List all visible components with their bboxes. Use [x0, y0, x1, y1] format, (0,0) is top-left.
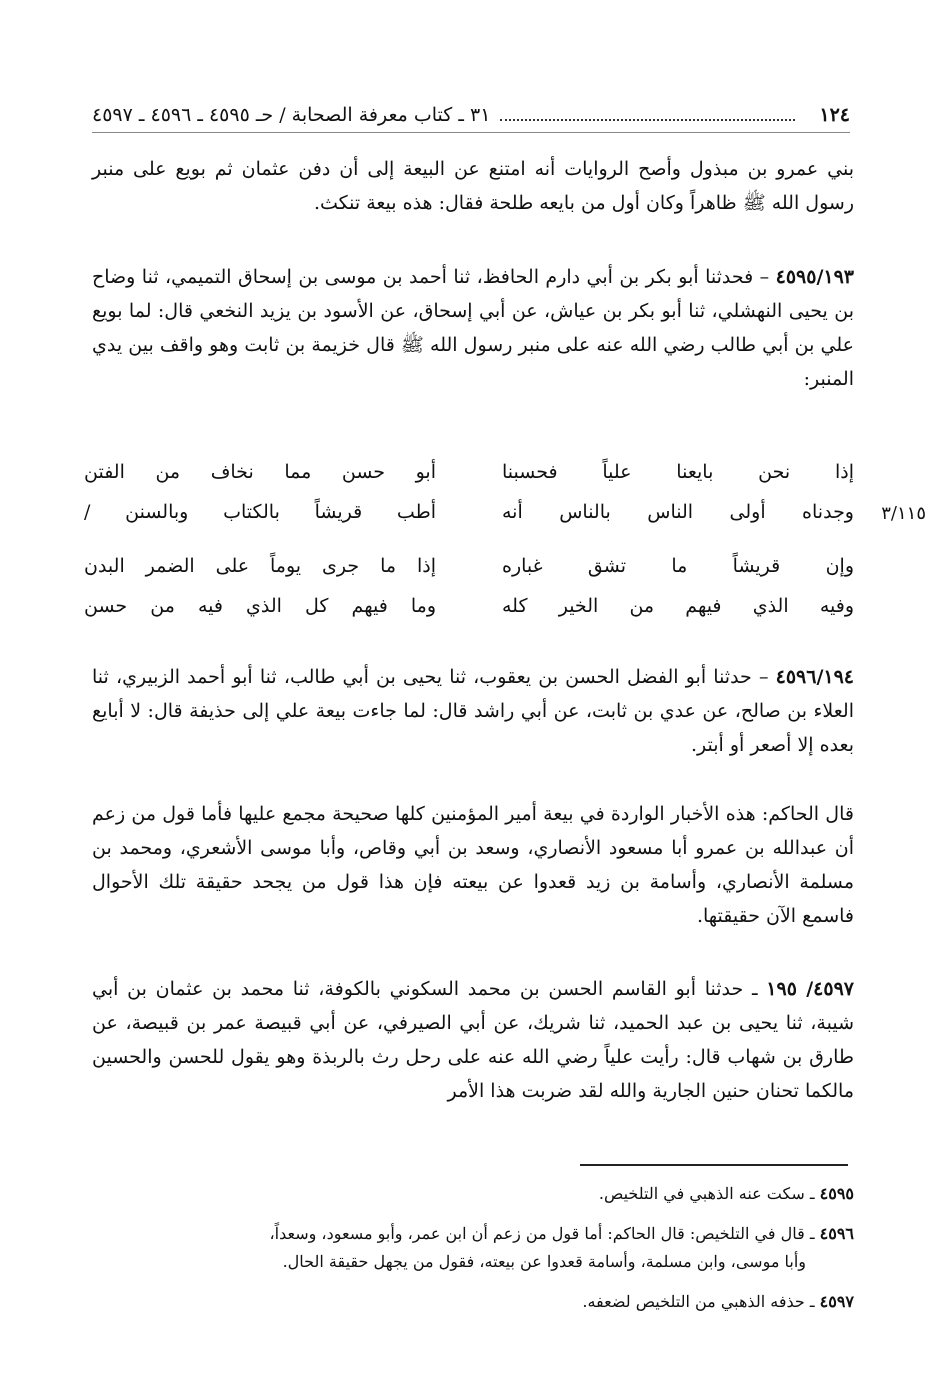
verse-first-hemistich: وفيه الذي فيهم من الخير كله [502, 595, 854, 617]
hadith-text: ـ حدثنا أبو القاسم الحسن بن محمد السكوني بالكوفة، ثنا محمد بن عثمان بن أبي شيبة، ثنا يحيى بن عبد الحميد، ثنا شريك، عن أبي الصيرفي، عن أبي قبيصة عمر بن قبيصة، عن طارق بن شهاب قال: رأيت علياً رضي الله عنه على رحل رث بالربذة وهو يقول للحسن والحسين مالكما تحنان حنين الجارية والله لقد ضربت هذا الأمر [92, 978, 854, 1102]
hadith-4597 [92, 972, 854, 1108]
footnote-text: ـ سكت عنه الذهبي في التلخيص. [598, 1184, 815, 1203]
hadith-number: ٤٥٩٧/ ١٩٥ [766, 978, 854, 1000]
footnote [92, 1180, 854, 1208]
footnote-number: ٤٥٩٦ [819, 1224, 854, 1243]
hadith-number: ٤٥٩٦/١٩٤ [775, 666, 854, 688]
page-number: ١٢٤ [819, 104, 850, 126]
hadith-text: – حدثنا أبو الفضل الحسن بن يعقوب، ثنا يحيى بن أبي طالب، ثنا أبو أحمد الزبيري، ثنا العلاء بن صالح، عن عدي بن ثابت، عن أبي راشد قال: لما جاءت بيعة علي إلى حذيفة قال: لا أبايع بعده إلا أصعر أو أبتر. [92, 666, 854, 756]
verse-first-hemistich: وجدناه أولى الناس بالناس أنه [502, 501, 854, 523]
footnote-number: ٤٥٩٧ [819, 1292, 854, 1311]
footnote-continuation: وأبا موسى، وابن مسلمة، وأسامة قعدوا عن بيعته، فقول من يجهل حقيقة الحال. [282, 1252, 806, 1271]
footnote-text: ـ حذفه الذهبي من التلخيص لضعفه. [582, 1292, 815, 1311]
verse-second-hemistich: إذا ما جرى يوماً على الضمر البدن [84, 555, 436, 577]
verse-second-hemistich: أبو حسن مما نخاف من الفتن [84, 461, 436, 483]
footnote-text: ـ قال في التلخيص: قال الحاكم: أما قول من زعم أن ابن عمر، وأبو مسعود، وسعداً، [269, 1224, 815, 1243]
header-title: ٣١ ـ كتاب معرفة الصحابة / حـ ٤٥٩٥ ـ ٤٥٩٦ ـ ٤٥٩٧ [92, 104, 491, 126]
side-volume-reference: ٣/١١٥ [881, 503, 926, 524]
footnote-rule [580, 1164, 848, 1166]
hadith-4595 [92, 260, 854, 396]
poem-verse [84, 586, 854, 626]
verse-first-hemistich: إذا نحن بايعنا علياً فحسبنا [502, 461, 854, 483]
hadith-4596 [92, 660, 854, 762]
verse-second-hemistich: أطب قريشاً بالكتاب وبالسنن / [84, 501, 436, 523]
poem [84, 452, 854, 626]
footnote-number: ٤٥٩٥ [819, 1184, 854, 1203]
poem-verse [84, 452, 854, 492]
hakim-comment: قال الحاكم: هذه الأخبار الواردة في بيعة أمير المؤمنين كلها صحيحة مجمع عليها فأما قول من زعم أن عبدالله بن عمرو أبا مسعود الأنصاري، وسعد بن أبي وقاص، وأبا موسى الأشعري، ومحمد بن مسلمة الأنصاري، وأسامة بن زيد قعدوا عن بيعته فإن هذا قول من يجحد حقيقة تلك الأحوال فاسمع الآن حقيقتها. [92, 803, 854, 927]
poem-verse [84, 492, 854, 532]
paragraph-intro: بني عمرو بن مبذول وأصح الروايات أنه امتنع عن البيعة إلى أن دفن عثمان ثم بويع على منبر رسول الله ﷺ ظاهراً وكان أول من بايعه طلحة فقال: هذه بيعة تنكث. [92, 158, 854, 214]
verse-first-hemistich: وإن قريشاً ما تشق غباره [502, 555, 854, 577]
header-dot-leader [500, 118, 795, 121]
running-header [92, 98, 850, 132]
footnote [92, 1288, 854, 1316]
hadith-number: ٤٥٩٥/١٩٣ [775, 266, 854, 288]
hadith-text: – فحدثنا أبو بكر بن أبي دارم الحافظ، ثنا أحمد بن موسى بن إسحاق التميمي، ثنا وضاح بن يحيى النهشلي، ثنا أبو بكر بن عياش، عن أبي إسحاق، عن الأسود بن يزيد النخعي قال: لما بويع علي بن أبي طالب رضي الله عنه على منبر رسول الله ﷺ قال خزيمة بن ثابت وهو واقف بين يدي المنبر: [92, 266, 854, 390]
header-rule [92, 132, 850, 133]
footnote [92, 1220, 854, 1276]
poem-verse [84, 546, 854, 586]
verse-second-hemistich: وما فيهم كل الذي فيه من حسن [84, 595, 436, 617]
